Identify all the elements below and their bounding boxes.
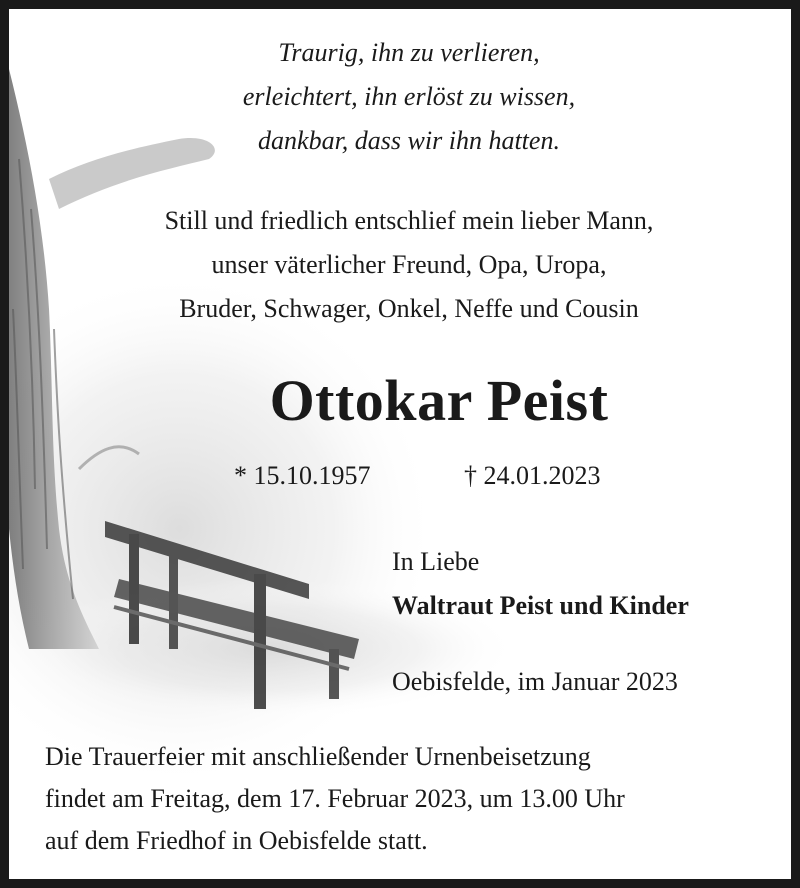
greeting: In Liebe	[392, 547, 480, 576]
intro-line-1: Still und friedlich entschlief mein lieber Mann,	[164, 206, 654, 235]
poem-line-3: dankbar, dass wir ihn hatten.	[258, 126, 560, 155]
deceased-name: Ottokar Peist	[269, 368, 609, 433]
birth-date: * 15.10.1957	[234, 461, 371, 490]
service-line-1: Die Trauerfeier mit anschließender Urnenbeisetzung	[45, 742, 591, 771]
service-line-2: findet am Freitag, dem 17. Februar 2023, um 13.00 Uhr	[45, 784, 625, 813]
intro-line-2: unser väterlicher Freund, Opa, Uropa,	[211, 250, 607, 279]
place-date: Oebisfelde, im Januar 2023	[392, 667, 678, 696]
service-line-3: auf dem Friedhof in Oebisfelde statt.	[45, 826, 428, 855]
poem-line-1: Traurig, ihn zu verlieren,	[278, 38, 540, 67]
mourners: Waltraut Peist und Kinder	[392, 591, 689, 620]
poem-line-2: erleichtert, ihn erlöst zu wissen,	[242, 82, 576, 111]
death-date: † 24.01.2023	[464, 461, 601, 490]
intro-line-3: Bruder, Schwager, Onkel, Neffe und Cousin	[179, 294, 639, 323]
